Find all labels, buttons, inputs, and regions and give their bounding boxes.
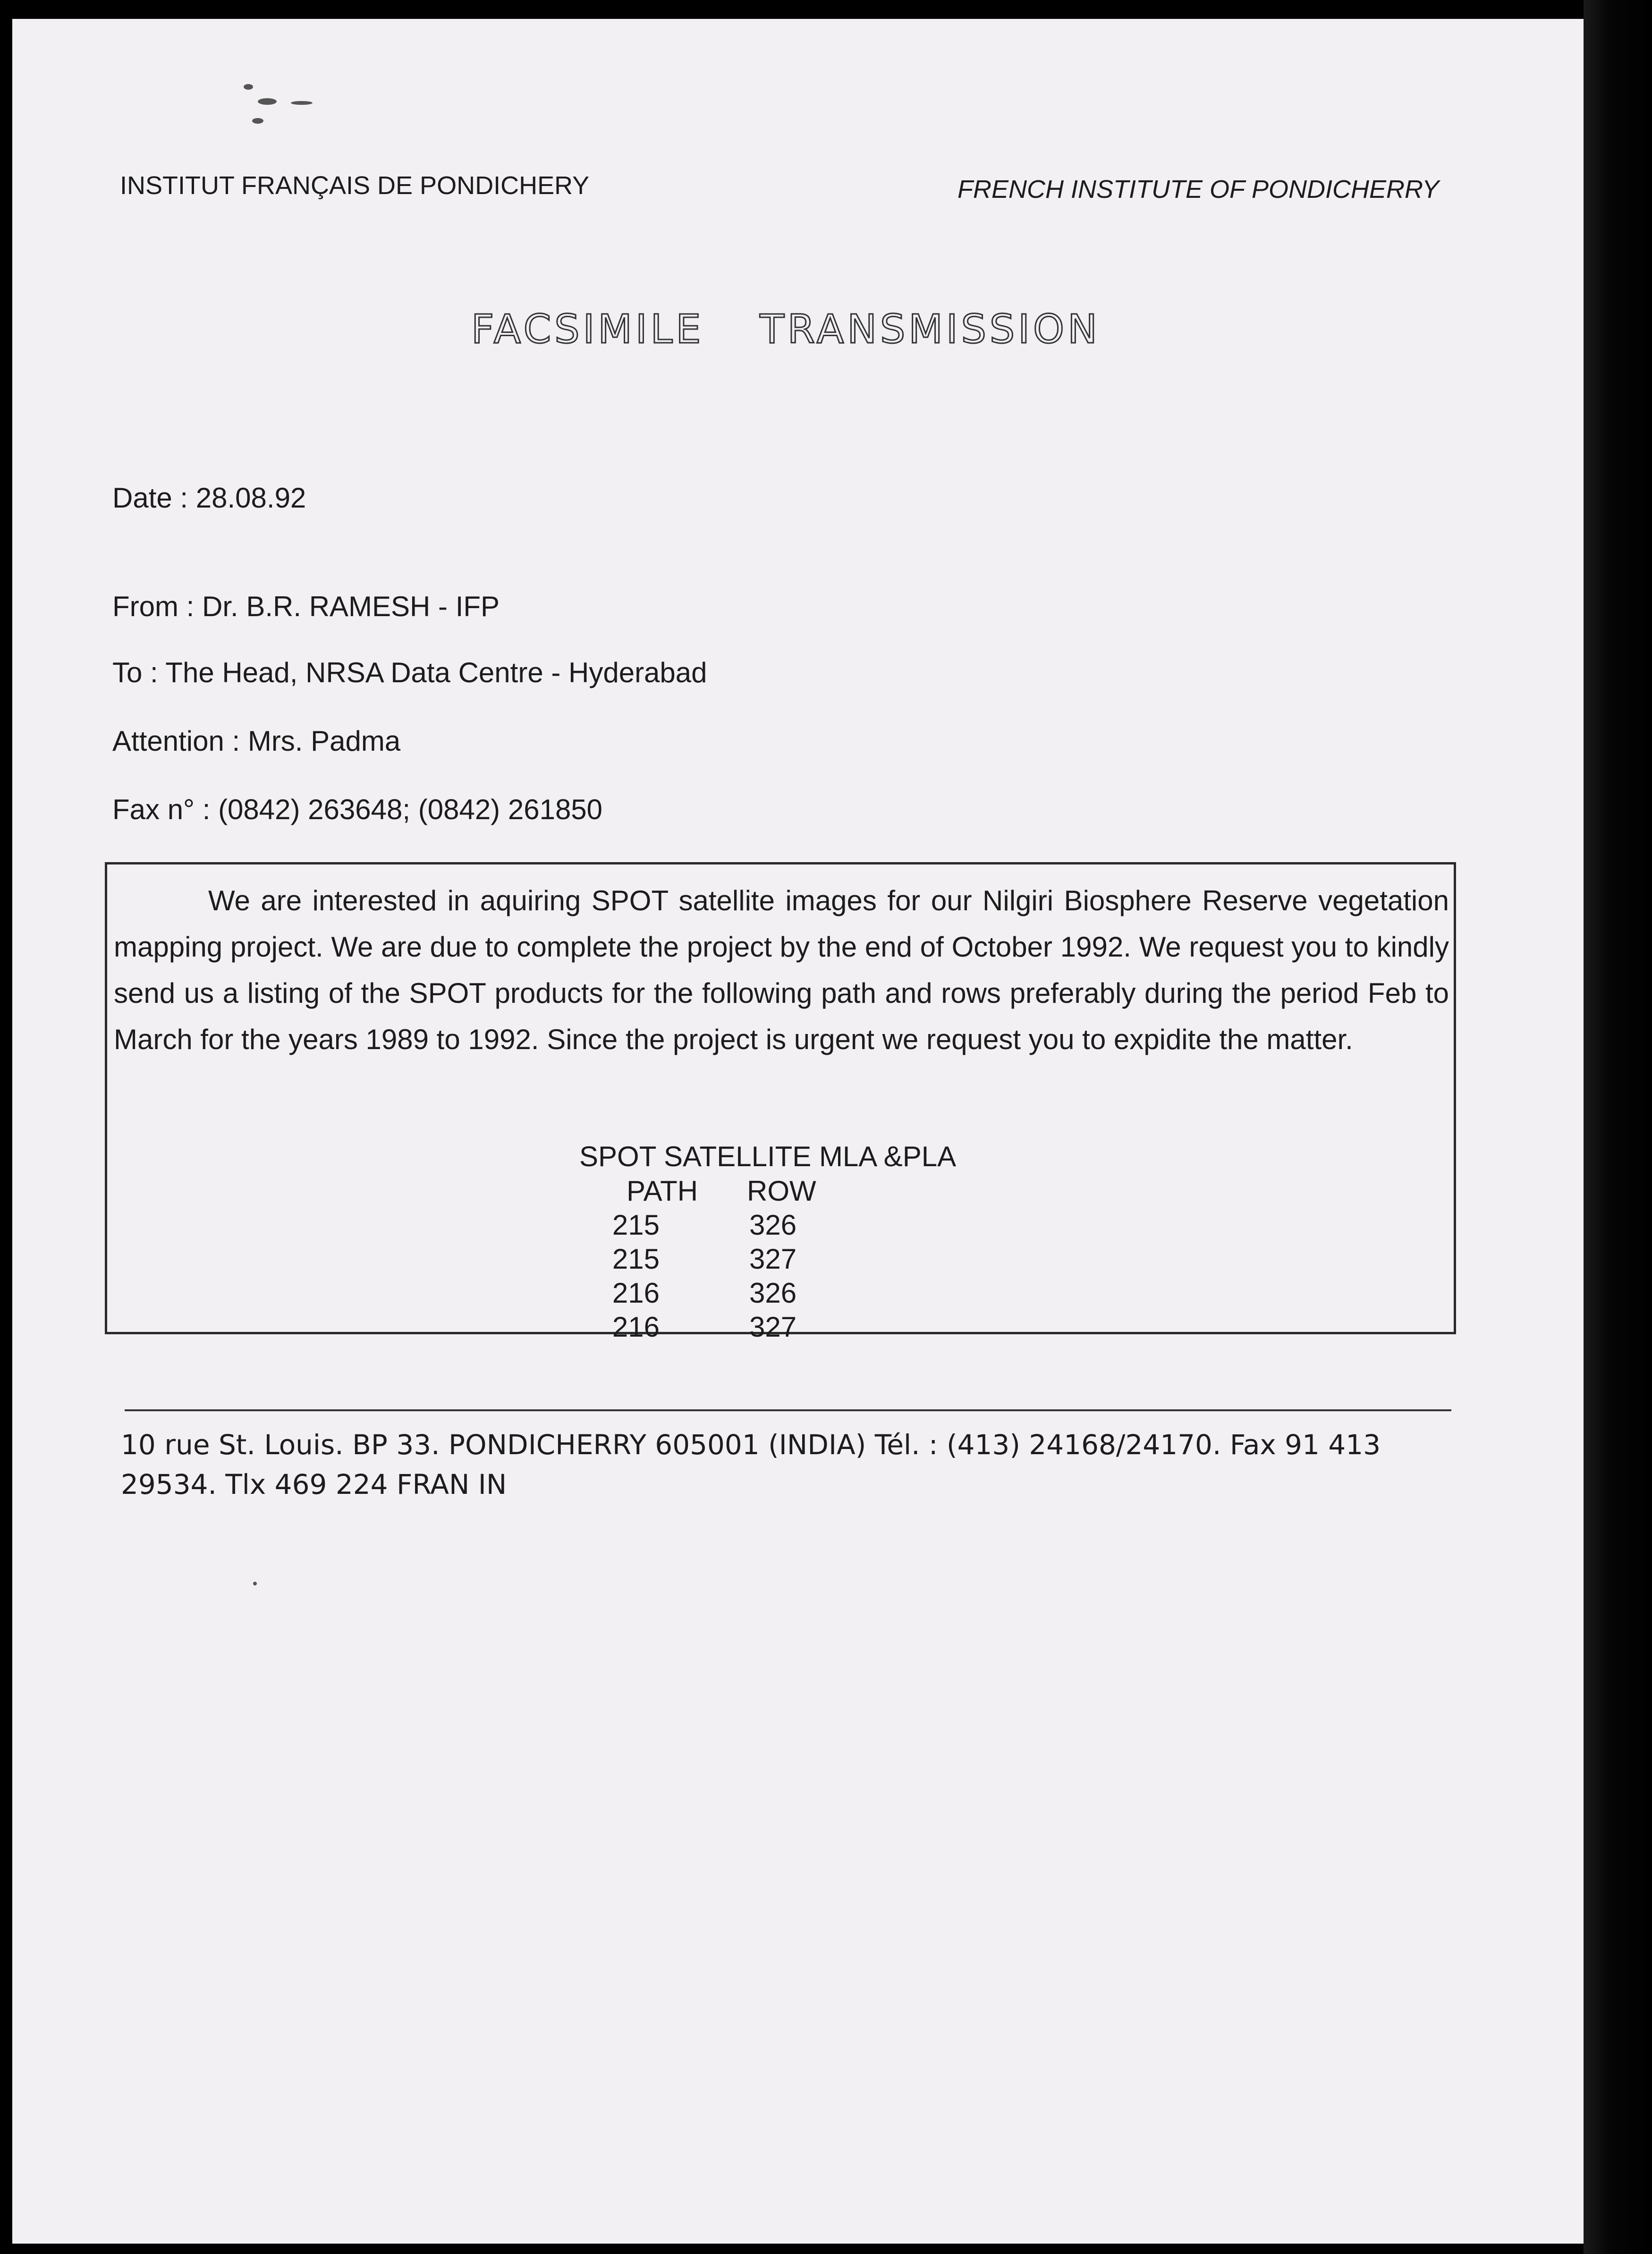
path-cell: 216 [612, 1277, 660, 1309]
date-field: Date : 28.08.92 [112, 482, 306, 514]
table-row [608, 1242, 830, 1276]
scan-speck [244, 84, 253, 90]
row-cell: 327 [749, 1311, 797, 1343]
message-box [105, 862, 1456, 1343]
attention-field: Attention : Mrs. Padma [112, 725, 401, 757]
path-cell: 216 [612, 1311, 660, 1343]
column-header-path: PATH [627, 1175, 698, 1207]
letterhead-french-name: INSTITUT FRANÇAIS DE PONDICHERY [120, 171, 590, 200]
path-cell: 215 [612, 1209, 660, 1241]
path-row-table [608, 1174, 830, 1344]
row-cell: 327 [749, 1243, 797, 1275]
table-row [608, 1310, 830, 1344]
footer-divider [125, 1409, 1451, 1411]
column-header-row: ROW [747, 1175, 816, 1207]
from-field: From : Dr. B.R. RAMESH - IFP [112, 591, 500, 622]
path-row-table-title: SPOT SATELLITE MLA &PLA [579, 1141, 957, 1172]
title-word-transmission: TRANSMISSION [760, 306, 1101, 352]
scan-speck [258, 98, 277, 105]
table-row [608, 1276, 830, 1310]
fax-page [12, 19, 1584, 2244]
footer-address: 10 rue St. Louis. BP 33. PONDICHERRY 605001 (INDIA) Tél. : (413) 24168/24170. Fax 91 413 29534. Tlx 469 224 FRAN IN [121, 1429, 1381, 1500]
scan-edge [1584, 0, 1652, 2254]
table-header-row [608, 1174, 830, 1208]
table-row [608, 1208, 830, 1242]
scan-speck [291, 101, 313, 105]
scan-speck [252, 118, 263, 124]
row-cell: 326 [749, 1277, 797, 1309]
fax-number-field: Fax n° : (0842) 263648; (0842) 261850 [112, 794, 603, 825]
scan-speck [253, 1582, 257, 1585]
to-field: To : The Head, NRSA Data Centre - Hyderabad [112, 657, 707, 688]
letterhead-english-name: FRENCH INSTITUTE OF PONDICHERRY [957, 175, 1440, 203]
path-cell: 215 [612, 1243, 660, 1275]
title-word-facsimile: FACSIMILE [471, 306, 704, 352]
row-cell: 326 [749, 1209, 797, 1241]
message-body: We are interested in aquiring SPOT satellite images for our Nilgiri Biosphere Reserve vegetation mapping project. We are due to complete the project by the end of October 1992. We request you to kindly send us a listing of the SPOT products for the following path and rows preferably during the period Feb to March for the years 1989 to 1992. Since the project is urgent we request you to expidite the matter. [114, 885, 1449, 1055]
document-title [471, 306, 1101, 352]
